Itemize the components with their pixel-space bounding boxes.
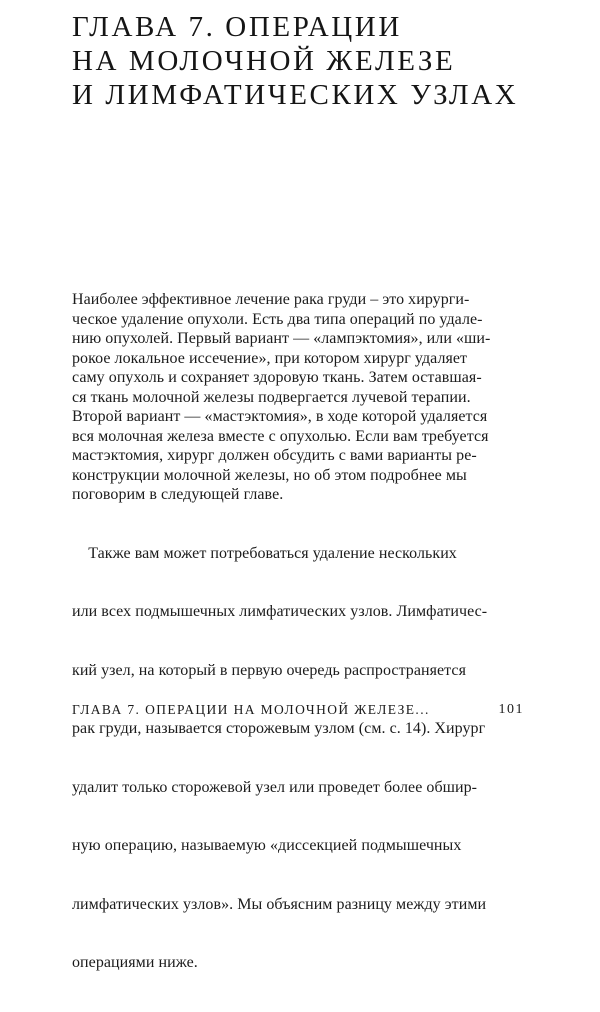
chapter-title-line-2: НА МОЛОЧНОЙ ЖЕЛЕЗЕ [72,45,456,77]
text-line: или всех подмышечных лимфатических узлов. Лимфатичес- [72,603,488,620]
text-line: ся ткань молочной железы подвергается лучевой терапии. [72,388,471,406]
chapter-title-line-1: ГЛАВА 7. ОПЕРАЦИИ [72,11,402,43]
text-line: рак груди, называется сторожевым узлом (см. с. 14). Хирург [72,720,486,737]
text-line: Наиболее эффективное лечение рака груди – это хирурги- [72,291,470,308]
text-line: рокое локальное иссечение», при котором хирург удаляет [72,349,468,367]
chapter-title-line-3: И ЛИМФАТИЧЕСКИХ УЗЛАХ [72,79,519,111]
text-line: саму опухоль и сохраняет здоровую ткань. Затем оставшая- [72,369,482,386]
text-line: конструкции молочной железы, но об этом подробнее мы [72,466,467,484]
chapter-title [72,10,572,112]
text-line: удалит только сторожевой узел или проведет более обшир- [72,778,478,796]
text-line: поговорим в следующей главе. [72,486,284,503]
paragraph-2 [72,505,540,1012]
text-line: вся молочная железа вместе с опухолью. Если вам требуется [72,427,489,445]
body-text [72,290,540,1012]
text-line: нию опухолей. Первый вариант — «лампэктомия», или «ши- [72,330,491,347]
text-line: мастэктомия, хирург должен обсудить с вами варианты ре- [72,447,477,464]
text-line: ческое удаление опухоли. Есть два типа операций по удале- [72,310,483,328]
text-line: кий узел, на который в первую очередь распространяется [72,661,466,679]
text-line: операциями ниже. [72,954,198,971]
text-line: Также вам может потребоваться удаление нескольких [72,544,457,562]
page-footer [72,702,524,724]
text-line: ную операцию, называемую «диссекцией подмышечных [72,837,462,854]
running-head: ГЛАВА 7. ОПЕРАЦИИ НА МОЛОЧНОЙ ЖЕЛЕЗЕ... [72,702,430,717]
text-line: Второй вариант — «мастэктомия», в ходе которой удаляется [72,408,488,425]
paragraph-1 [72,290,540,505]
text-line: лимфатических узлов». Мы объясним разницу между этими [72,895,487,913]
page-number: 101 [498,702,524,717]
